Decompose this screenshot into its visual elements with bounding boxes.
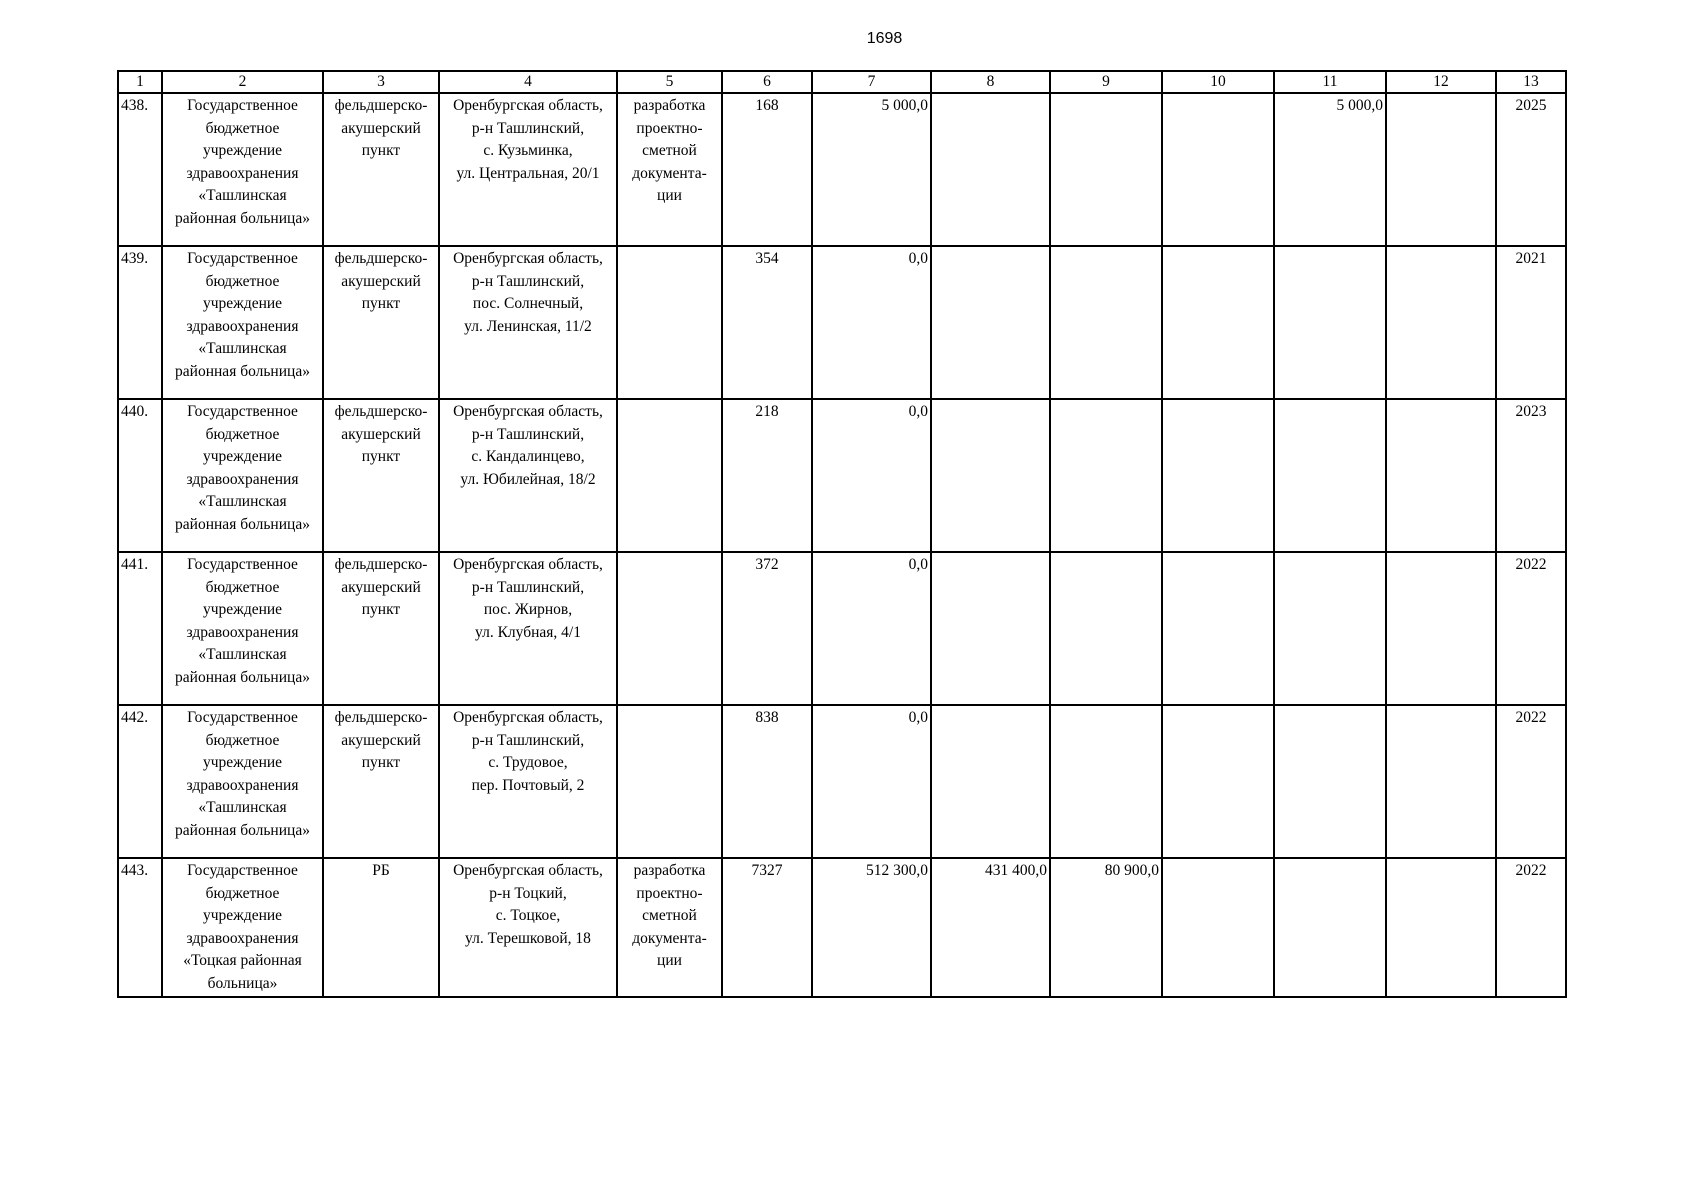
type-line: фельдшерско- [334,709,428,726]
area-cell: 372 [722,552,812,705]
amount-cell-c10 [1162,705,1274,858]
org-line: Государственное [187,97,298,114]
column-number-8: 8 [931,71,1050,93]
org-line: «Тоцкая районная [183,952,302,969]
address-line: с. Кузьминка, [483,142,573,159]
org-line: бюджетное [205,731,280,749]
org-line: учреждение [202,142,283,159]
facility-type-cell [323,93,439,246]
type-line: фельдшерско- [334,556,428,573]
amount-cell-c8 [931,705,1050,858]
amount-cell-c10 [1162,246,1274,399]
type-line: пункт [361,601,401,618]
org-line: больница» [207,974,278,992]
year-cell: 2021 [1496,246,1566,399]
amount-cell-c12 [1386,246,1496,399]
amount-cell-c11 [1274,705,1386,858]
type-line: акушерский [341,425,421,443]
org-line: районная больница» [175,515,310,533]
year-cell: 2022 [1496,705,1566,858]
facility-type-cell [323,246,439,399]
area-cell: 838 [722,705,812,858]
work-type-cell [617,399,722,552]
work-line: документа- [632,164,707,182]
amount-cell-c11 [1274,858,1386,997]
column-number-2: 2 [162,71,323,93]
type-line: пункт [361,295,401,312]
address-line: р-н Тоцкий, [489,884,567,902]
row-number-cell: 440. [118,399,162,552]
amount-cell-c12 [1386,399,1496,552]
facility-type-cell [323,858,439,997]
org-line: здравоохранения [186,929,299,947]
address-line: пер. Почтовый, 2 [471,776,585,794]
address-line: Оренбургская область, [453,862,603,879]
area-cell: 7327 [722,858,812,997]
amount-cell-c7: 0,0 [812,399,931,552]
year-cell: 2025 [1496,93,1566,246]
amount-cell-c10 [1162,399,1274,552]
type-line: акушерский [341,119,421,137]
address-line: с. Тоцкое, [495,907,561,924]
column-number-13: 13 [1496,71,1566,93]
organization-cell [162,552,323,705]
org-line: здравоохранения [186,317,299,335]
address-cell [439,552,617,705]
amount-cell-c9 [1050,552,1162,705]
type-line: фельдшерско- [334,97,428,114]
org-line: «Ташлинская [198,340,287,357]
org-line: районная больница» [175,821,310,839]
table-row [118,552,1566,705]
org-line: районная больница» [175,362,310,380]
address-line: ул. Центральная, 20/1 [456,164,600,182]
amount-cell-c11 [1274,552,1386,705]
type-line: акушерский [341,272,421,290]
table-row [118,705,1566,858]
org-line: «Ташлинская [198,493,287,510]
org-line: здравоохранения [186,470,299,488]
registry-table [117,70,1567,998]
org-line: бюджетное [205,119,280,137]
work-line: разработка [633,862,706,879]
work-type-cell [617,705,722,858]
column-number-6: 6 [722,71,812,93]
org-line: Государственное [187,556,298,573]
address-cell [439,93,617,246]
address-line: ул. Юбилейная, 18/2 [460,470,596,488]
address-line: с. Трудовое, [488,754,568,771]
org-line: районная больница» [175,668,310,686]
address-line: ул. Клубная, 4/1 [475,623,581,641]
address-cell [439,399,617,552]
amount-cell-c7: 0,0 [812,705,931,858]
org-line: Государственное [187,862,298,879]
column-number-5: 5 [617,71,722,93]
amount-cell-c9 [1050,246,1162,399]
address-line: ул. Ленинская, 11/2 [464,317,592,335]
row-number-cell: 442. [118,705,162,858]
work-line: документа- [632,929,707,947]
address-line: пос. Солнечный, [472,295,584,312]
work-type-cell [617,552,722,705]
area-cell: 218 [722,399,812,552]
column-number-3: 3 [323,71,439,93]
org-line: учреждение [202,601,283,618]
org-line: учреждение [202,907,283,924]
work-type-cell [617,246,722,399]
work-line: ции [657,952,682,969]
org-line: здравоохранения [186,623,299,641]
address-cell [439,705,617,858]
address-line: ул. Терешковой, 18 [465,929,591,947]
amount-cell-c7: 0,0 [812,552,931,705]
address-cell [439,246,617,399]
org-line: районная больница» [175,209,310,227]
amount-cell-c10 [1162,93,1274,246]
work-line: проектно- [636,884,703,902]
amount-cell-c9 [1050,93,1162,246]
org-line: Государственное [187,709,298,726]
org-line: бюджетное [205,272,280,290]
type-line: пункт [361,448,401,465]
facility-type-cell [323,552,439,705]
row-number-cell: 443. [118,858,162,997]
organization-cell [162,705,323,858]
area-cell: 168 [722,93,812,246]
table-row [118,93,1566,246]
amount-cell-c7: 5 000,0 [812,93,931,246]
column-number-12: 12 [1386,71,1496,93]
amount-cell-c12 [1386,552,1496,705]
amount-cell-c12 [1386,705,1496,858]
area-cell: 354 [722,246,812,399]
amount-cell-c8: 431 400,0 [931,858,1050,997]
row-number-cell: 438. [118,93,162,246]
column-number-7: 7 [812,71,931,93]
amount-cell-c11 [1274,399,1386,552]
work-type-cell [617,858,722,997]
org-line: «Ташлинская [198,187,287,204]
table-row [118,399,1566,552]
org-line: здравоохранения [186,776,299,794]
page-number: 1698 [866,30,903,47]
row-number-cell: 439. [118,246,162,399]
amount-cell-c12 [1386,93,1496,246]
address-line: р-н Ташлинский, [471,272,585,290]
amount-cell-c7: 0,0 [812,246,931,399]
amount-cell-c7: 512 300,0 [812,858,931,997]
amount-cell-c10 [1162,552,1274,705]
organization-cell [162,93,323,246]
year-cell: 2022 [1496,858,1566,997]
work-line: ции [657,187,682,204]
amount-cell-c9 [1050,705,1162,858]
work-line: разработка [633,97,706,114]
amount-cell-c12 [1386,858,1496,997]
org-line: учреждение [202,754,283,771]
amount-cell-c11 [1274,246,1386,399]
work-line: сметной [642,142,697,159]
row-number-cell: 441. [118,552,162,705]
type-line: пункт [361,754,401,771]
address-line: пос. Жирнов, [483,601,573,618]
org-line: «Ташлинская [198,799,287,816]
column-number-4: 4 [439,71,617,93]
year-cell: 2023 [1496,399,1566,552]
amount-cell-c11: 5 000,0 [1274,93,1386,246]
address-line: Оренбургская область, [453,556,603,573]
address-line: Оренбургская область, [453,709,603,726]
org-line: бюджетное [205,578,280,596]
org-line: учреждение [202,295,283,312]
address-line: р-н Ташлинский, [471,578,585,596]
type-line: акушерский [341,731,421,749]
amount-cell-c9 [1050,399,1162,552]
work-line: сметной [642,907,697,924]
header-row [118,71,1566,93]
table-row [118,858,1566,997]
work-type-cell [617,93,722,246]
org-line: Государственное [187,250,298,267]
amount-cell-c10 [1162,858,1274,997]
organization-cell [162,246,323,399]
column-number-9: 9 [1050,71,1162,93]
work-line: проектно- [636,119,703,137]
org-line: здравоохранения [186,164,299,182]
type-line: акушерский [341,578,421,596]
column-number-10: 10 [1162,71,1274,93]
address-line: р-н Ташлинский, [471,119,585,137]
amount-cell-c8 [931,552,1050,705]
facility-type-cell [323,705,439,858]
type-line: фельдшерско- [334,403,428,420]
org-line: «Ташлинская [198,646,287,663]
table-row [118,246,1566,399]
amount-cell-c8 [931,93,1050,246]
year-cell: 2022 [1496,552,1566,705]
address-line: Оренбургская область, [453,250,603,267]
org-line: Государственное [187,403,298,420]
organization-cell [162,399,323,552]
address-line: Оренбургская область, [453,403,603,420]
org-line: учреждение [202,448,283,465]
address-line: Оренбургская область, [453,97,603,114]
type-line: РБ [372,862,390,879]
org-line: бюджетное [205,884,280,902]
address-line: р-н Ташлинский, [471,731,585,749]
column-number-11: 11 [1274,71,1386,93]
amount-cell-c9: 80 900,0 [1050,858,1162,997]
address-cell [439,858,617,997]
column-number-1: 1 [118,71,162,93]
org-line: бюджетное [205,425,280,443]
facility-type-cell [323,399,439,552]
amount-cell-c8 [931,246,1050,399]
type-line: пункт [361,142,401,159]
address-line: р-н Ташлинский, [471,425,585,443]
address-line: с. Кандалинцево, [471,448,585,465]
type-line: фельдшерско- [334,250,428,267]
amount-cell-c8 [931,399,1050,552]
organization-cell [162,858,323,997]
